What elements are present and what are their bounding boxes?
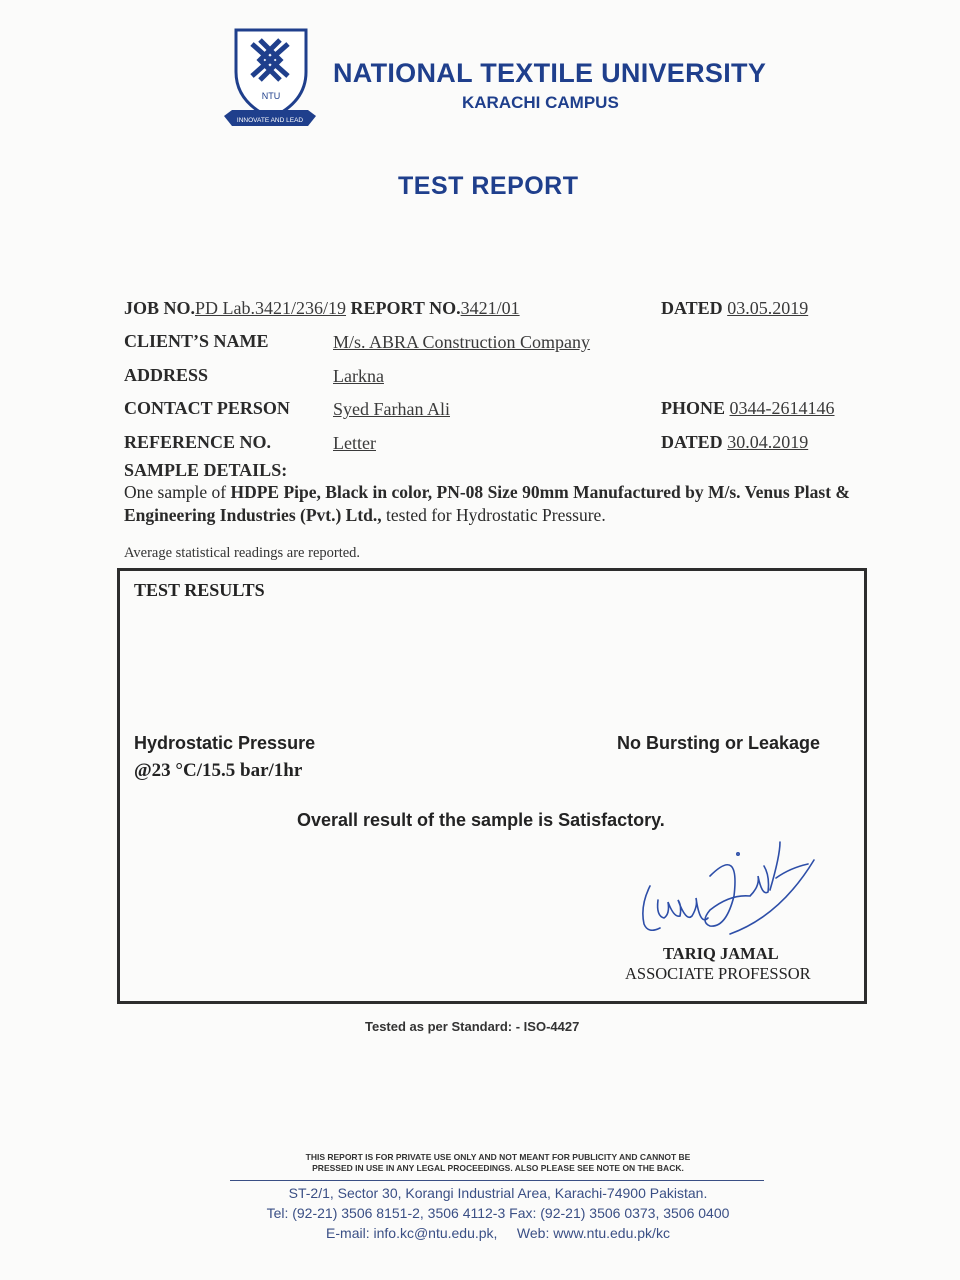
test-results-title: TEST RESULTS <box>134 580 265 600</box>
average-readings-note: Average statistical readings are reported. <box>124 545 361 561</box>
test-name: Hydrostatic Pressure <box>134 733 316 753</box>
sample-text-bold: HDPE Pipe, Black in color, PN-08 Size 90mm Manufactured by M/s. Venus Plast & Engineering Industries (Pvt.) Ltd., <box>124 482 850 525</box>
report-no-label: REPORT NO. <box>350 298 461 318</box>
campus-name: KARACHI CAMPUS <box>462 93 619 112</box>
test-standard: Tested as per Standard: - ISO-4427 <box>365 1019 580 1034</box>
disclaimer-line-2: PRESSED IN USE IN ANY LEGAL PROCEEDINGS. ALSO PLEASE SEE NOTE ON THE BACK. <box>312 1163 684 1173</box>
job-row <box>124 298 520 319</box>
phone-label: PHONE <box>661 398 726 418</box>
svg-text:INNOVATE AND LEAD: INNOVATE AND LEAD <box>236 117 304 124</box>
report-no-value: 3421/01 <box>460 298 520 318</box>
university-name: NATIONAL TEXTILE UNIVERSITY <box>333 58 767 88</box>
address-label: ADDRESS <box>124 365 209 385</box>
signatory-title: ASSOCIATE PROFESSOR <box>625 964 811 983</box>
footer-disclaimer <box>0 1152 960 1174</box>
reference-dated-label: DATED <box>661 432 723 452</box>
dated-value: 03.05.2019 <box>727 298 809 318</box>
job-no-label: JOB NO. <box>124 298 196 318</box>
footer-divider <box>230 1180 764 1181</box>
sample-details-text <box>124 481 850 527</box>
signatory-name: TARIQ JAMAL <box>663 944 779 963</box>
contact-person-label: CONTACT PERSON <box>124 398 290 418</box>
client-name-label: CLIENT’S NAME <box>124 331 269 351</box>
phone-row <box>661 398 835 419</box>
footer-phones: Tel: (92-21) 3506 8151-2, 3506 4112-3 Fax: (92-21) 3506 0373, 3506 0400 <box>266 1205 730 1221</box>
address-value: Larkna <box>333 366 384 386</box>
university-crest-icon <box>222 26 318 132</box>
test-result: No Bursting or Leakage <box>617 733 821 753</box>
sample-text-suffix: tested for Hydrostatic Pressure. <box>386 505 606 525</box>
reference-no-value: Letter <box>333 433 376 453</box>
dated-label: DATED <box>661 298 723 318</box>
overall-result: Overall result of the sample is Satisfactory. <box>297 810 665 830</box>
footer-contact <box>0 1225 960 1241</box>
client-name-value: M/s. ABRA Construction Company <box>333 332 591 352</box>
reference-date-row <box>661 432 808 453</box>
job-no-value: PD Lab.3421/236/19 <box>195 298 347 318</box>
test-condition: @23 °C/15.5 bar/1hr <box>134 760 303 781</box>
disclaimer-line-1: THIS REPORT IS FOR PRIVATE USE ONLY AND NOT MEANT FOR PUBLICITY AND CANNOT BE <box>305 1152 691 1162</box>
svg-text:NTU: NTU <box>261 91 281 101</box>
footer-email[interactable]: E-mail: info.kc@ntu.edu.pk, <box>326 1225 498 1241</box>
sample-text-prefix: One sample of <box>124 482 227 502</box>
test-results-box <box>117 568 867 1004</box>
document-title: TEST REPORT <box>398 172 579 200</box>
reference-dated-value: 30.04.2019 <box>727 432 809 452</box>
footer-address: ST-2/1, Sector 30, Korangi Industrial Area, Karachi-74900 Pakistan. <box>288 1185 708 1201</box>
footer-web[interactable]: Web: www.ntu.edu.pk/kc <box>516 1225 670 1241</box>
report-date-row <box>661 298 808 319</box>
reference-no-label: REFERENCE NO. <box>124 432 272 452</box>
contact-person-value: Syed Farhan Ali <box>333 399 450 419</box>
phone-value: 0344-2614146 <box>729 398 835 418</box>
sample-details-label: SAMPLE DETAILS: <box>124 460 288 480</box>
signature-image <box>630 836 820 936</box>
